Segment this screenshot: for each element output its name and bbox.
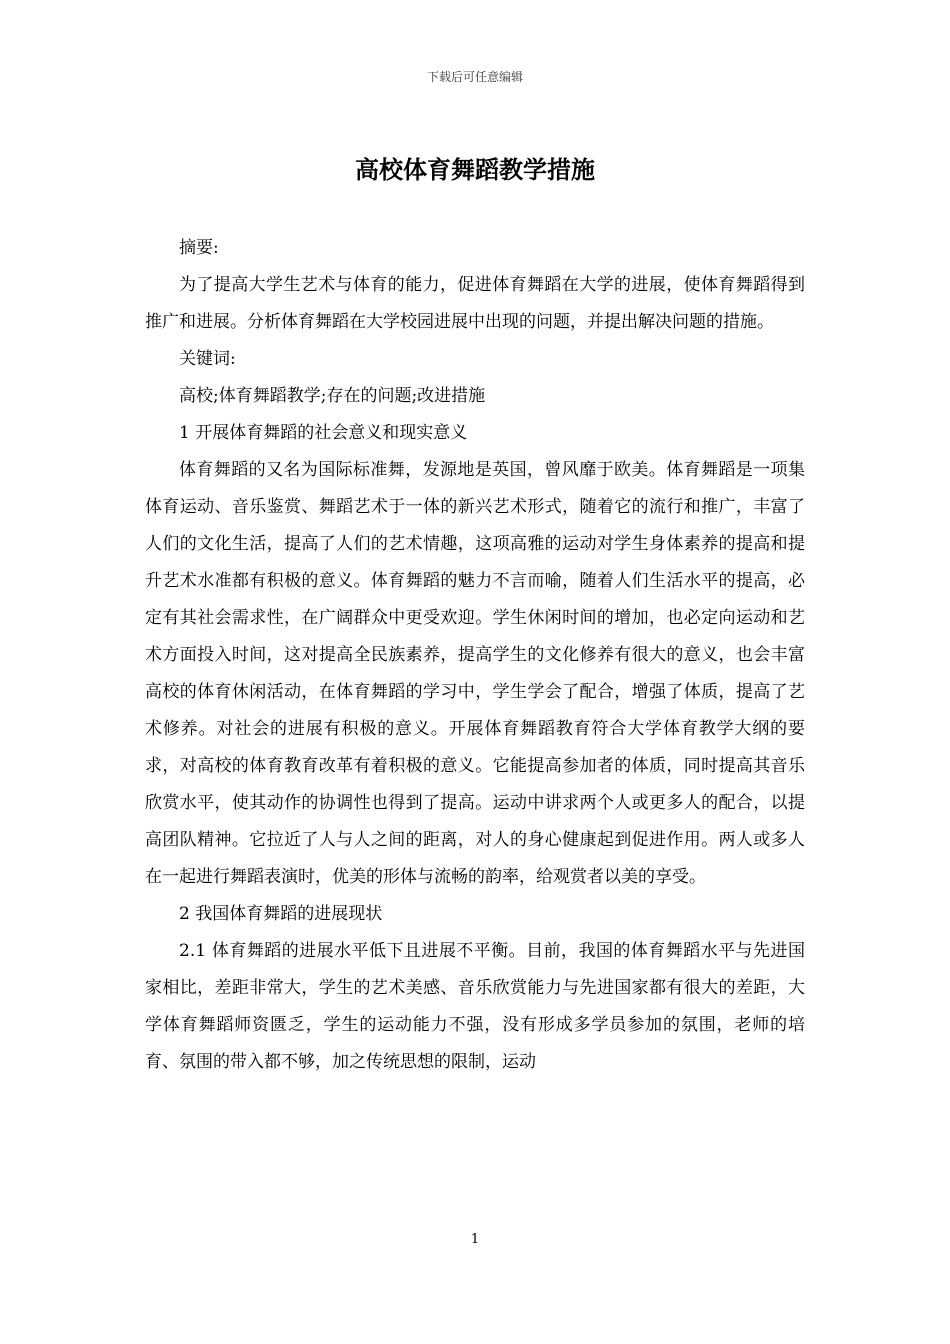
header-note: 下载后可任意编辑	[426, 70, 523, 84]
section2-1-text: 2.1 体育舞蹈的进展水平低下且进展不平衡。目前，我国的体育舞蹈水平与先进国家相比，差距非常大，学生的艺术美感、音乐欣赏能力与先进国家都有很大的差距，大学体育舞蹈师资匮乏，学生的运动能力不强，没有形成多学员参加的氛围，老师的培育、氛围的带入都不够，加之传统思想的限制，运动	[145, 941, 805, 1072]
abstract-label: 摘要:	[179, 238, 219, 258]
keywords-label: 关键词:	[179, 349, 236, 369]
document-title: 高校体育舞蹈教学措施	[355, 155, 595, 184]
keywords-text: 高校;体育舞蹈教学;存在的问题;改进措施	[179, 386, 486, 406]
section2-heading: 2 我国体育舞蹈的进展现状	[179, 904, 383, 924]
document-body	[145, 230, 805, 1081]
page-number: 1	[470, 1232, 480, 1247]
section1-heading: 1 开展体育舞蹈的社会意义和现实意义	[179, 423, 468, 443]
abstract-text: 为了提高大学生艺术与体育的能力，促进体育舞蹈在大学的进展，使体育舞蹈得到推广和进展。分析体育舞蹈在大学校园进展中出现的问题，并提出解决问题的措施。	[145, 275, 805, 332]
section1-text: 体育舞蹈的又名为国际标准舞，发源地是英国，曾风靡于欧美。体育舞蹈是一项集体育运动、音乐鉴赏、舞蹈艺术于一体的新兴艺术形式，随着它的流行和推广，丰富了人们的文化生活，提高了人们的艺术情趣，这项高雅的运动对学生身体素养的提高和提升艺术水准都有积极的意义。体育舞蹈的魅力不言而喻，随着人们生活水平的提高，必定有其社会需求性，在广阔群众中更受欢迎。学生休闲时间的增加，也必定向运动和艺术方面投入时间，这对提高全民族素养，提高学生的文化修养有很大的意义，也会丰富高校的体育休闲活动，在体育舞蹈的学习中，学生学会了配合，增强了体质，提高了艺术修养。对社会的进展有积极的意义。开展体育舞蹈教育符合大学体育教学大纲的要求，对高校的体育教育改革有着积极的意义。它能提高参加者的体质，同时提高其音乐欣赏水平，使其动作的协调性也得到了提高。运动中讲求两个人或更多人的配合，以提高团队精神。它拉近了人与人之间的距离，对人的身心健康起到促进作用。两人或多人在一起进行舞蹈表演时，优美的形体与流畅的韵率，给观赏者以美的享受。	[145, 460, 805, 887]
